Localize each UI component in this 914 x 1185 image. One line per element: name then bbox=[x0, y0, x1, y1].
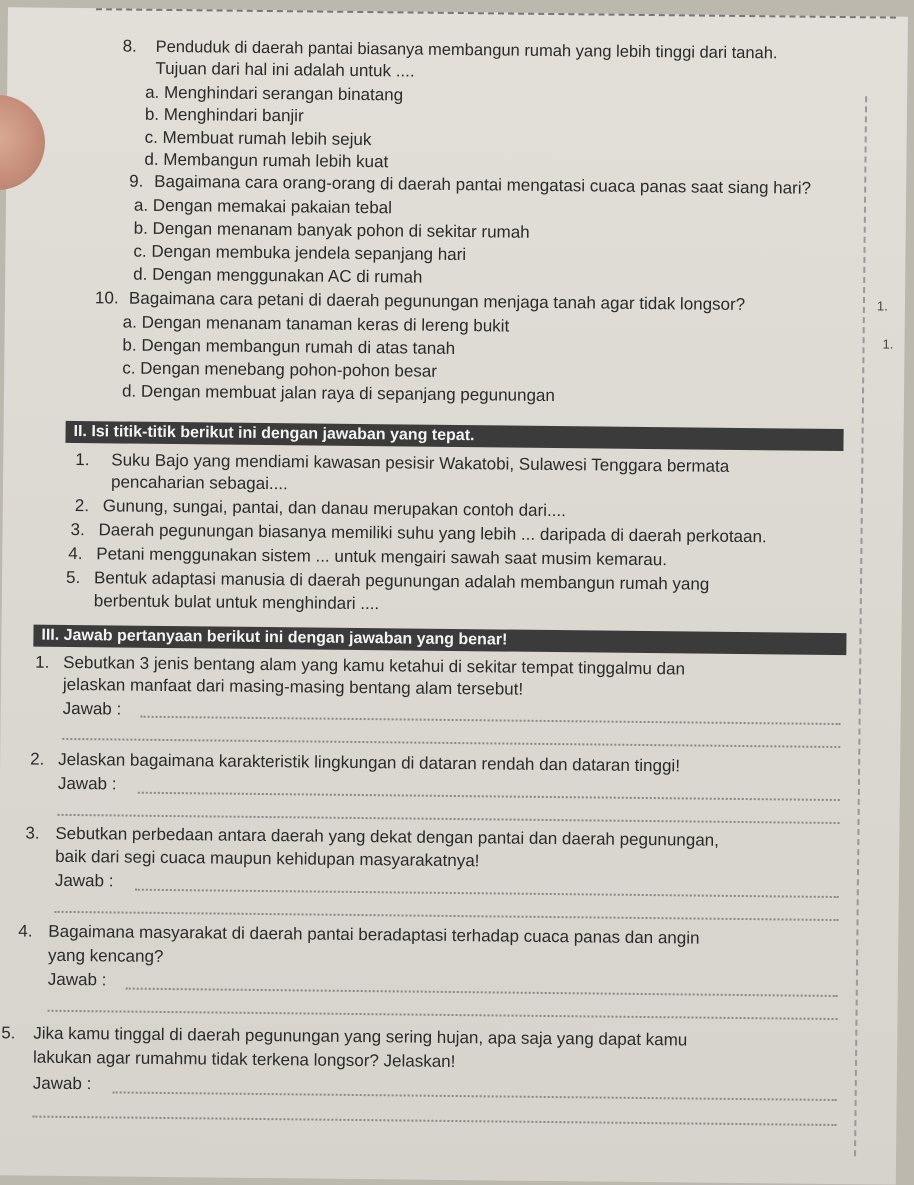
q9-option-c: c. Dengan membuka jendela sepanjang hari bbox=[133, 241, 467, 265]
s2-item4-line1: Petani menggunakan sistem ... untuk mengairi sawah saat musim kemarau. bbox=[96, 544, 668, 570]
q8-option-b: b. Menghindari banjir bbox=[144, 104, 304, 126]
s2-item1-line2: pencaharian sebagai.... bbox=[110, 472, 288, 494]
s3-item5-answer-line[interactable] bbox=[113, 1091, 837, 1101]
s3-item5-line1: Jika kamu tinggal di daerah pegunungan yang sering hujan, apa saja yang dapat kamu bbox=[33, 1023, 688, 1050]
worksheet-content bbox=[0, 7, 908, 1184]
s2-item2-line1: Gunung, sungai, pantai, dan danau merupakan contoh dari.... bbox=[102, 496, 566, 521]
q10-number: 10. bbox=[94, 288, 119, 308]
worksheet-page bbox=[0, 7, 908, 1184]
s3-item2-answer-line[interactable] bbox=[138, 792, 840, 801]
s3-item2-number: 2. bbox=[30, 749, 45, 769]
q8-option-c: c. Membuat rumah lebih sejuk bbox=[144, 127, 372, 150]
s3-item2-answer-label: Jawab : bbox=[57, 773, 117, 794]
s2-item5-number: 5. bbox=[65, 567, 81, 588]
s3-item3-answer-label: Jawab : bbox=[54, 870, 114, 891]
q10-option-c: c. Dengan menebang pohon-pohon besar bbox=[122, 358, 438, 381]
s3-item1-answer-label: Jawab : bbox=[62, 698, 122, 719]
s3-item3-answer-line[interactable] bbox=[55, 911, 839, 921]
s3-item2-answer-line[interactable] bbox=[58, 814, 840, 824]
q10-option-d: d. Dengan membuat jalan raya di sepanjang pegunungan bbox=[121, 381, 555, 406]
s2-item1-number: 1. bbox=[75, 450, 90, 470]
s3-item5-answer-label: Jawab : bbox=[32, 1073, 92, 1094]
s3-item5-answer-line[interactable] bbox=[32, 1116, 836, 1126]
q10-option-b: b. Dengan membangun rumah di atas tanah bbox=[122, 335, 456, 358]
q9-option-b: b. Dengan menanam banyak pohon di sekitar rumah bbox=[133, 218, 530, 242]
q10-stem: Bagaimana cara petani di daerah pegunungan menjaga tanah agar tidak longsor? bbox=[128, 288, 746, 315]
q8-number: 8. bbox=[122, 36, 137, 56]
q9-option-d: d. Dengan menggunakan AC di rumah bbox=[133, 264, 423, 287]
s3-item4-line2: yang kencang? bbox=[48, 945, 164, 966]
s3-item1-line2: jelaskan manfaat dari masing-masing bentang alam tersebut! bbox=[62, 674, 524, 699]
s3-item5-number: 5. bbox=[1, 1023, 16, 1043]
s3-item1-line1: Sebutkan 3 jenis bentang alam yang kamu ketahui di sekitar tempat tinggalmu dan bbox=[63, 652, 686, 679]
s2-item1-line1: Suku Bajo yang mendiami kawasan pesisir Wakatobi, Sulawesi Tenggara bermata bbox=[111, 450, 730, 476]
s3-item2-line1: Jelaskan bagaimana karakteristik lingkungan di dataran rendah dan dataran tinggi! bbox=[58, 749, 681, 776]
s3-item4-number: 4. bbox=[18, 921, 33, 941]
q8-stem-line1: Penduduk di daerah pantai biasanya membangun rumah yang lebih tinggi dari tanah. bbox=[155, 37, 778, 63]
q8-option-a: a. Menghindari serangan binatang bbox=[145, 82, 404, 105]
s2-item5-line1: Bentuk adaptasi manusia di daerah pegunungan adalah membangun rumah yang bbox=[93, 568, 710, 594]
s3-item3-line1: Sebutkan perbedaan antara daerah yang dekat dengan pantai dan daerah pegunungan, bbox=[55, 823, 720, 850]
s2-item5-line2: berbentuk bulat untuk menghindari .... bbox=[93, 591, 380, 614]
s3-item1-answer-line[interactable] bbox=[62, 738, 840, 748]
s3-item4-answer-label: Jawab : bbox=[47, 969, 107, 990]
s3-item4-line1: Bagaimana masyarakat di daerah pantai beradaptasi terhadap cuaca panas dan angin bbox=[48, 921, 700, 948]
margin-mark: 1. bbox=[882, 336, 894, 352]
s3-item5-line2: lakukan agar rumahmu tidak terkena longsor? Jelaskan! bbox=[32, 1047, 456, 1072]
margin-mark: 1. bbox=[876, 298, 888, 314]
s2-item3-line1: Daerah pegunungan biasanya memiliki suhu yang lebih ... daripada di daerah perkotaan. bbox=[98, 520, 767, 547]
s3-item1-number: 1. bbox=[35, 652, 50, 672]
section-2-heading: II. Isi titik-titik berikut ini dengan jawaban yang tepat. bbox=[65, 421, 843, 451]
s3-item4-answer-line[interactable] bbox=[126, 988, 838, 997]
section-3-heading: III. Jawab pertanyaan berikut ini dengan jawaban yang benar! bbox=[33, 625, 846, 656]
q9-option-a: a. Dengan memakai pakaian tebal bbox=[133, 195, 393, 218]
s2-item3-number: 3. bbox=[70, 519, 85, 540]
q9-number: 9. bbox=[129, 171, 144, 191]
s3-item3-line2: baik dari segi cuaca maupun kehidupan masyarakatnya! bbox=[55, 846, 480, 871]
q10-option-a: a. Dengan menanam tanaman keras di lereng bukit bbox=[122, 312, 510, 336]
q8-stem-line2: Tujuan dari hal ini adalah untuk .... bbox=[155, 58, 415, 81]
q8-option-d: d. Membangun rumah lebih kuat bbox=[144, 149, 389, 172]
s3-item3-number: 3. bbox=[25, 823, 40, 843]
s2-item2-number: 2. bbox=[74, 496, 90, 516]
s2-item4-number: 4. bbox=[68, 543, 83, 564]
s3-item3-answer-line[interactable] bbox=[135, 889, 839, 898]
s3-item4-answer-line[interactable] bbox=[48, 1010, 838, 1020]
s3-item1-answer-line[interactable] bbox=[141, 716, 841, 725]
q9-stem: Bagaimana cara orang-orang di daerah pantai mengatasi cuaca panas saat siang hari? bbox=[154, 171, 812, 198]
